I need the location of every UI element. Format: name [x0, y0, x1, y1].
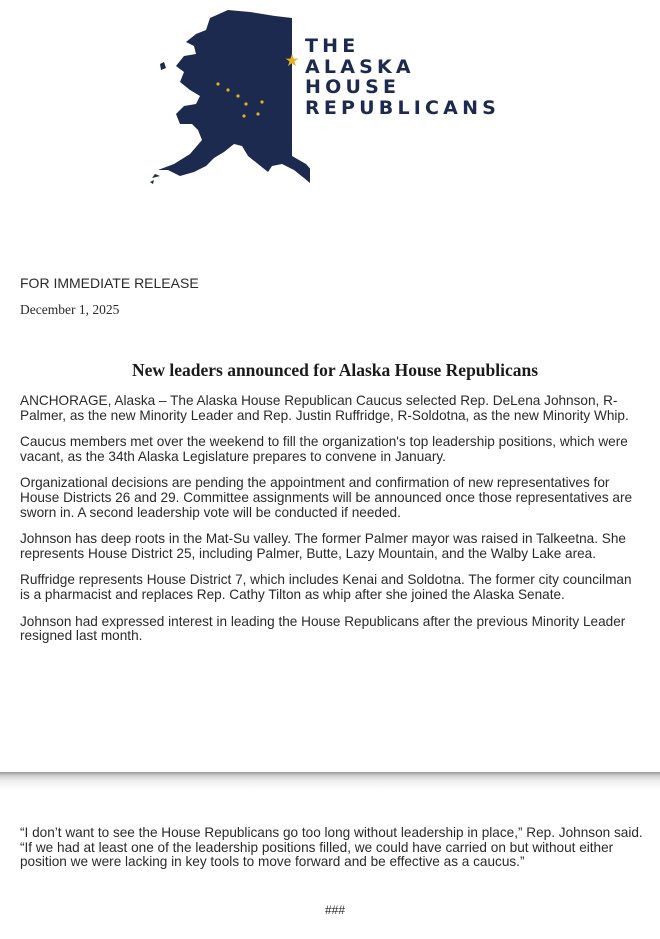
logo-line-4: REPUBLICANS [305, 96, 501, 119]
end-mark: ### [324, 903, 346, 917]
star [260, 100, 263, 103]
star [216, 82, 219, 85]
paragraph: Organizational decisions are pending the appointment and confirmation of new representatives for House Districts 26 and 29. Committee assignments will be announced once those representatives are sworn in. A second leadership vote will be conducted if needed. [20, 475, 633, 520]
paragraph: Caucus members met over the weekend to fill the organization's top leadership positions, which were vacant, as the 34th Alaska Legislature prepares to convene in January. [20, 434, 628, 464]
logo-wordmark [305, 36, 500, 118]
alaska-map-shape [158, 10, 310, 188]
article-body [20, 394, 645, 656]
logo-line-1: THE [305, 35, 360, 57]
star [244, 102, 247, 105]
headline: New leaders announced for Alaska House Republicans [131, 360, 539, 380]
aleutian-islands [150, 174, 160, 184]
page-break-divider [0, 772, 660, 790]
alaska-map-icon [150, 6, 310, 196]
release-label: FOR IMMEDIATE RELEASE [20, 275, 199, 291]
star [256, 112, 259, 115]
logo-line-2: ALASKA [305, 55, 415, 78]
johnson-quote: “I don’t want to see the House Republicans go too long without leadership in place,” Rep. Johnson said. “If we had at least one of the leadership positions filled, we could have carried on but without either position we were lacking in key tools to move forward and be effective as a caucus.” [20, 825, 643, 870]
logo-line-3: HOUSE [305, 76, 401, 98]
paragraph: ANCHORAGE, Alaska – The Alaska House Republican Caucus selected Rep. DeLena Johnson, R-Palmer, as the new Minority Leader and Rep. Justin Ruffridge, R-Soldotna, as the new Minority Whip. [20, 393, 629, 423]
star [226, 88, 229, 91]
star [236, 94, 239, 97]
western-island [160, 62, 166, 70]
paragraph: Ruffridge represents House District 7, which includes Kenai and Soldotna. The former city councilman is a pharmacist and replaces Rep. Cathy Tilton as whip after she joined the Alaska Senate. [20, 572, 632, 602]
paragraph: Johnson has deep roots in the Mat-Su valley. The former Palmer mayor was raised in Talkeetna. She represents House District 25, including Palmer, Butte, Lazy Mountain, and the Walby Lake area. [20, 531, 626, 561]
star [242, 114, 245, 117]
paragraph: Johnson had expressed interest in leading the House Republicans after the previous Minority Leader resigned last month. [20, 613, 626, 644]
release-date: December 1, 2025 [20, 302, 120, 317]
alaska-house-republicans-logo [150, 6, 540, 196]
